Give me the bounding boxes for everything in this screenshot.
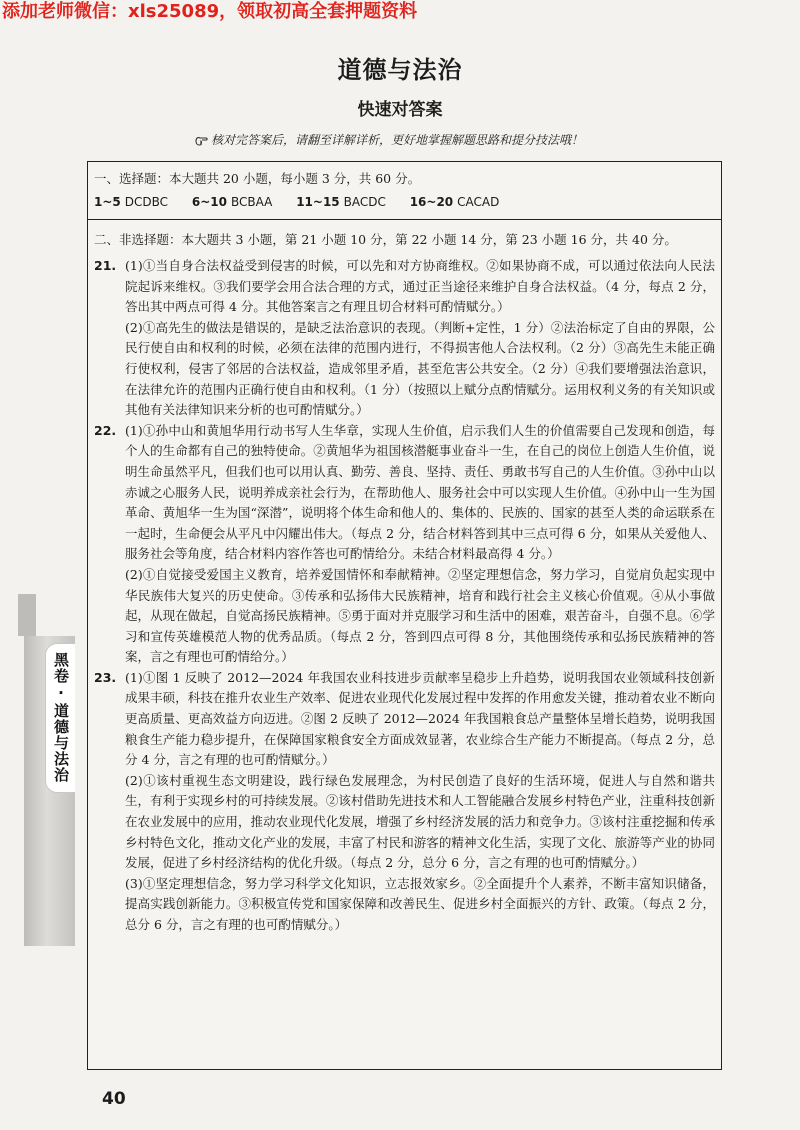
side-tab-label: 黑卷·道德与法治: [52, 652, 70, 783]
answer-part: (3)①坚定理想信念，努力学习科学文化知识，立志报效家乡。②全面提升个人素养，不断丰富知识储备，提高实践创新能力。③积极宣传党和国家保障和改善民生、促进乡村全面振兴的方针、政策。（每点 2 分，总分 6 分，言之有理的也可酌情赋分。）: [125, 875, 715, 932]
answer-part: (2)①高先生的做法是错误的，是缺乏法治意识的表现。（判断+定性，1 分）②法治标定了自由的界限，公民行使自由和权利的时候，必须在法律的范围内进行，不得损害他人合法权利。（2 分）③高先生未能正确行使权利，侵害了邻居的合法权益，造成邻里矛盾，甚至危害公共安全。（2 分）④我们要增强法治意识，在法律允许的范围内正确行使自由和权利。（1 分）（按照以上赋分点酌情赋分。运用权利义务的有关知识或其他有关法律知识来分析的也可酌情赋分。）: [125, 319, 715, 418]
choice-answer-group: 16~20 CACAD: [409, 195, 500, 209]
side-tab: [45, 643, 75, 793]
multiple-choice-section: [88, 162, 721, 220]
answer-part: (2)①该村重视生态文明建设，践行绿色发展理念，为村民创造了良好的生活环境，促进人与自然和谐共生，有利于实现乡村的可持续发展。②该村借助先进技术和人工智能融合发展乡村特色产业，注重科技创新在农业发展中的应用，推动农业现代化发展，增强了乡村经济发展的活力和竞争力。③该村注重挖掘和传承乡村特色文化，推动文化产业的发展，丰富了村民和游客的精神文化生活，实现了文化、旅游等产业的协同发展，促进了乡村经济结构的优化升级。（每点 2 分，总分 6 分，言之有理的也可酌情赋分。）: [125, 772, 715, 871]
answer-part: (1)①图 1 反映了 2012—2024 年我国农业科技进步贡献率呈稳步上升趋势，说明我国农业领域科技创新成果丰硕，科技在推升农业生产效率、促进农业现代化发展过程中发挥的作用愈发关键，推动着农业不断向更高质量、更高效益方向迈进。②图 2 反映了 2012—2024 年我国粮食总产量整体呈增长趋势，说明我国粮食生产能力稳步提升，在保障国家粮食安全方面成效显著，农业综合生产能力不断提高。（每点 2 分，总分 4 分，言之有理的也可酌情赋分。）: [125, 669, 715, 768]
page-number: 40: [102, 1089, 126, 1109]
question-number: 21.: [94, 258, 117, 273]
answer-box: [87, 161, 722, 1070]
section1-heading: 一、选择题：本大题共 20 小题，每小题 3 分，共 60 分。: [94, 171, 421, 186]
choice-answer-group: 6~10 BCBAA: [191, 195, 273, 209]
answer-part: (1)①孙中山和黄旭华用行动书写人生华章，实现人生价值，启示我们人生的价值需要自己发现和创造，每个人的生命都有自己的独特使命。②黄旭华为祖国核潜艇事业奋斗一生，在自己的岗位上创造人生价值，说明生命虽然平凡，但我们也可以用认真、勤劳、善良、坚持、责任、勇敢书写自己的人生价值。③孙中山以赤诚之心服务人民，说明养成亲社会行为，在帮助他人、服务社会中可以实现人生价值。④孙中山一生为国革命、黄旭华一生为国“深潜”，说明将个体生命和他人的、集体的、民族的、国家的甚至人类的命运联系在一起时，生命便会从平凡中闪耀出伟大。（每点 2 分，结合材料答到其中三点可得 6 分，如果从关爱他人、服务社会等角度，结合材料内容作答也可酌情给分。未结合材料最高得 4 分。）: [125, 422, 715, 562]
question-22: [88, 421, 723, 668]
question-23: [88, 668, 723, 936]
answer-part: (1)①当自身合法权益受到侵害的时候，可以先和对方协商维权。②如果协商不成，可以通过依法向人民法院起诉来维权。③我们要学会用合法合理的方式，通过正当途径来维护自身合法权益。（4 分，每点 2 分，答出其中两点可得 4 分。其他答案言之有理且切合材料可酌情赋分。）: [125, 258, 715, 315]
choice-answer-group: 11~15 BACDC: [296, 195, 386, 209]
question-21: [88, 256, 723, 421]
tip-text: 核对完答案后，请翻至详解详析，更好地掌握解题思路和提分技法哦！: [211, 133, 584, 147]
question-number: 22.: [94, 422, 117, 438]
page-title: 道德与法治: [337, 56, 463, 84]
sidebar-mark: [18, 594, 36, 636]
answer-part: (2)①自觉接受爱国主义教育，培养爱国情怀和奉献精神。②坚定理想信念，努力学习，自觉肩负起实现中华民族伟大复兴的历史使命。③传承和弘扬伟大民族精神，培育和践行社会主义核心价值观。④从小事做起，从现在做起，自觉高扬民族精神。⑤勇于面对并克服学习和生活中的困难，艰苦奋斗，自强不息。⑥学习和宣传英雄模范人物的优秀品质。（每点 2 分，答到四点可得 8 分，其他围绕传承和弘扬民族精神的答案，言之有理也可酌情给分。）: [125, 566, 715, 665]
question-number: 23.: [94, 669, 117, 685]
pointing-hand-icon: [195, 135, 209, 147]
tip-line: [195, 131, 675, 148]
choice-answers-row: [94, 193, 714, 211]
watermark-banner: 添加老师微信：xls25089，领取初高全套押题资料: [2, 1, 418, 22]
page-subtitle: 快速对答案: [357, 100, 443, 120]
section2-heading: 二、非选择题：本大题共 3 小题，第 21 小题 10 分，第 22 小题 14 分，第 23 小题 16 分，共 40 分。: [94, 232, 677, 247]
questions-body: [88, 256, 723, 936]
choice-answer-group: 1~5 DCDBC: [94, 195, 169, 209]
